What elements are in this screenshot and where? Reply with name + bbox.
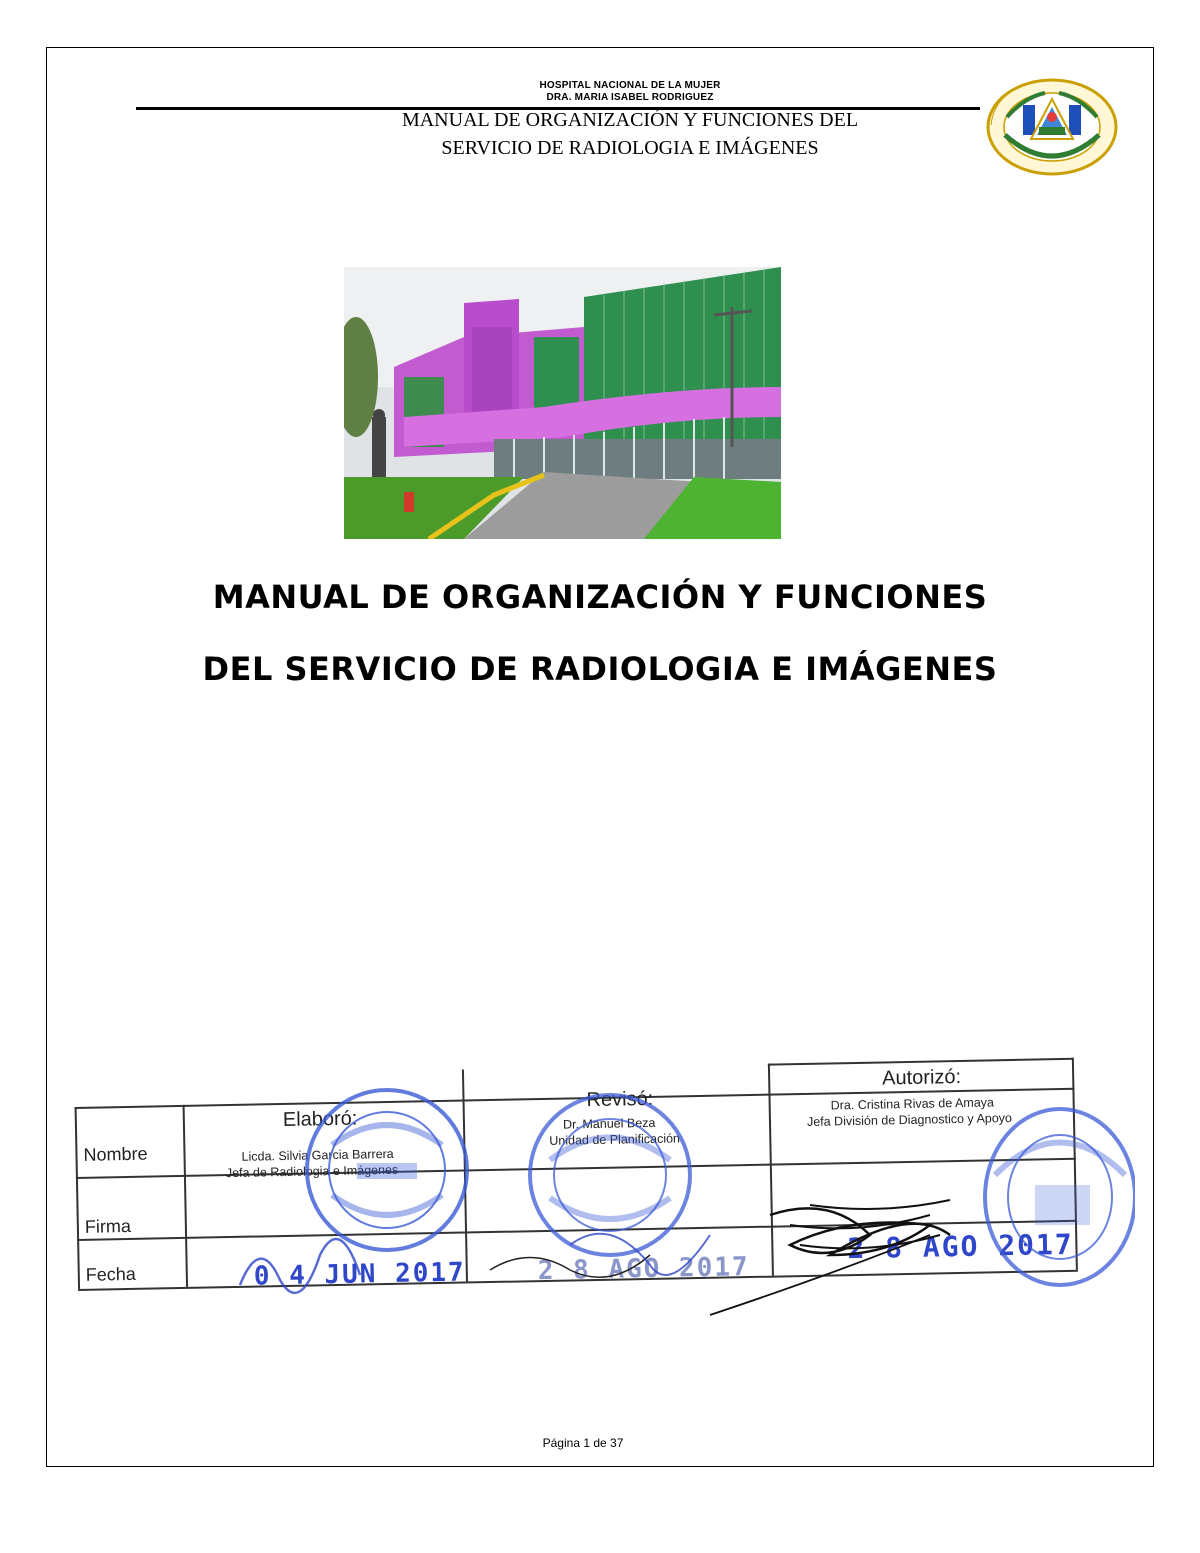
elaboro-date-stamp: 0 4 JUN 2017 xyxy=(253,1257,466,1292)
hospital-building-photo xyxy=(344,267,781,539)
header-manual-line2: SERVICIO DE RADIOLOGIA E IMÁGENES xyxy=(441,137,819,159)
hospital-name-line2: DRA. MARIA ISABEL RODRIGUEZ xyxy=(546,92,714,103)
document-title-line2: DEL SERVICIO DE RADIOLOGIA E IMÁGENES xyxy=(202,650,998,688)
col-header-elaboro: Elaboró: xyxy=(282,1107,358,1131)
reviso-name: Dr. Manuel Beza xyxy=(562,1115,656,1132)
row-label-fecha: Fecha xyxy=(85,1263,137,1285)
row-label-firma: Firma xyxy=(84,1215,132,1237)
handwritten-signatures xyxy=(230,1175,1130,1325)
grid-line xyxy=(75,1107,80,1289)
document-title-line1: MANUAL DE ORGANIZACIÓN Y FUNCIONES xyxy=(212,578,988,616)
elaboro-name: Licda. Silvia Garcia Barrera xyxy=(241,1146,394,1164)
col-header-autorizo: Autorizó: xyxy=(881,1065,962,1090)
reviso-date-stamp: 2 8 AGO 2017 xyxy=(537,1252,750,1287)
grid-line xyxy=(183,1105,188,1287)
row-label-nombre: Nombre xyxy=(83,1143,148,1165)
elaboro-role: Jefa de Radiologia e Imágenes xyxy=(225,1162,399,1181)
reviso-role: Unidad de Planificación xyxy=(549,1131,681,1148)
hospital-name-line1: HOSPITAL NACIONAL DE LA MUJER xyxy=(539,80,721,91)
page-number: Página 1 de 37 xyxy=(542,1436,624,1450)
national-seal-logo xyxy=(985,77,1119,177)
signature-table xyxy=(70,1065,1130,1325)
autorizo-date-stamp: 2 8 AGO 2017 xyxy=(847,1227,1075,1266)
col-header-reviso: Revisó: xyxy=(586,1087,654,1112)
header-manual-line1: MANUAL DE ORGANIZACIÓN Y FUNCIONES DEL xyxy=(401,109,859,131)
autorizo-name: Dra. Cristina Rivas de Amaya xyxy=(830,1095,995,1113)
autorizo-role: Jefa División de Diagnostico y Apoyo xyxy=(806,1111,1013,1129)
